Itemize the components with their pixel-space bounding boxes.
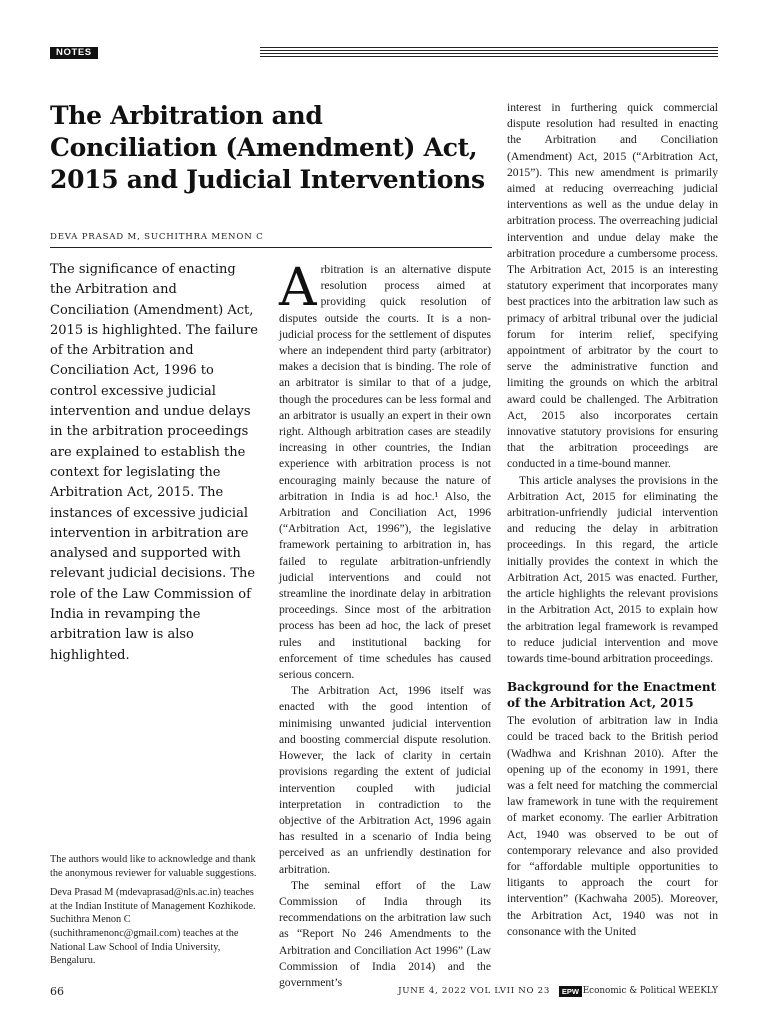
body-paragraph-1	[279, 258, 491, 683]
article-abstract: The significance of enacting the Arbitration and Conciliation (Amendment) Act, 2015 is highlighted. The failure of the Arbitration and Conciliation Act, 1996 to control excessive judicial intervention and undue delays in the arbitration proceedings are explained to establish the context for legislating the Arbitration Act, 2015. The instances of excessive judicial intervention in arbitration are analysed and supported with relevant judicial decisions. The role of the Law Commission of India in revamping the arbitration law is also highlighted.	[50, 262, 258, 663]
article-title: The Arbitration and Conciliation (Amendment) Act, 2015 and Judicial Interventions	[50, 101, 485, 194]
journal-name: Economic & Political WEEKLY	[582, 986, 718, 996]
body-column-2	[279, 258, 491, 991]
epw-logo: EPW	[559, 986, 582, 997]
body-paragraph-5: This article analyses the provisions in the Arbitration Act, 2015 for eliminating the arbitration-unfriendly judicial intervention and reducing the delay in arbitration proceedings. In this regard, the article initially provides the context in which the Arbitration Act, 2015 was enacted. Further, the article highlights the relevant provisions in the Arbitration Act, 2015 to explain how the arbitration legal framework is revamped to reduce judicial intervention and move towards time-bound arbitration proceedings.	[507, 473, 718, 665]
section-header-rule	[260, 47, 718, 59]
authors-divider	[50, 247, 492, 248]
article-authors: DEVA PRASAD M, SUCHITHRA MENON C	[50, 232, 264, 242]
section-heading: Background for the Enactment of the Arbitration Act, 2015	[507, 680, 717, 711]
affiliation-text: Deva Prasad M (mdevaprasad@nls.ac.in) teaches at the Indian Institute of Management Kozhikode. Suchithra Menon C (suchithramenonc@gmail.com) teaches at the National Law School of India University, Bengaluru.	[50, 887, 256, 967]
drop-cap: A	[279, 258, 317, 318]
body-column-3	[507, 100, 718, 940]
body-paragraph-3: The seminal effort of the Law Commission of India through its recommendations on the arbitration law such as “Report No 246 Amendments to the Arbitration and Conciliation Act 1996” (Law Commission of India 2014) and the government’s	[279, 878, 491, 989]
body-paragraph-1-text: rbitration is an alternative dispute resolution process aimed at providing quick resolution of disputes outside the courts. It is a non-judicial process for the settlement of disputes where an independent third party (arbitrator) makes a decision that is binding. The role of an arbitrator is similar to that of a judge, though the procedures can be less formal and an arbitrator is usually an expert in their own right. Although arbitration cases are steadily increasing in other countries, the Indian experience with arbitration process is not encouraging mainly because the nature of arbitration in India is ad hoc.¹ Also, the Arbitration and Conciliation Act, 1996 (“Arbitration Act, 1996”), the legislative framework pertaining to arbitration in, has failed to regulate arbitration-unfriendly judicial interventions and could not streamline the inordinate delay in arbitration proceedings. Since most of the arbitration process has been ad hoc, the lack of preset rules and institutional backing for enforcement of time schedules has caused serious concern.	[279, 263, 491, 682]
body-paragraph-2: The Arbitration Act, 1996 itself was enacted with the good intention of minimising unwanted judicial intervention and boosting commercial dispute resolution. However, the lack of clarity in certain provisions regarding the extent of judicial intervention coupled with judicial interpretation in contradiction to the objective of the Arbitration Act, 1996 again has resulted in a scenario of India being perceived as an unfriendly destination for arbitration.	[279, 684, 491, 876]
section-header-bar	[50, 47, 718, 59]
acknowledgement-text: The authors would like to acknowledge and thank the anonymous reviewer for valuable suggestions.	[50, 854, 257, 879]
issue-date-volume: JUNE 4, 2022 VOL LVII NO 23	[398, 986, 550, 996]
author-footnote	[50, 853, 260, 968]
body-paragraph-4: interest in furthering quick commercial dispute resolution had resulted in enacting the Arbitration and Conciliation (Amendment) Act, 2015 (“Arbitration Act, 2015”). This new amendment is primarily aimed at reducing overreaching judicial interventions as well as the undue delay in arbitration process. The overreaching judicial intervention and undue delay make the arbitration procedure a cumbersome process. The Arbitration Act, 2015 is an interesting statutory experiment that incorporates many best practices into the arbitration law such as primacy of arbitral tribunal over the judicial forum for interim relief, specifying appointment of arbitrator by the court to serve the administrative function and limiting the grounds on which the arbitral award could be challenged. The Arbitration Act, 2015 also incorporates certain innovative statutory provisions for ensuring that the arbitration proceedings are conducted in a time-bound manner.	[507, 101, 718, 471]
section-label: NOTES	[50, 47, 98, 59]
body-paragraph-6: The evolution of arbitration law in India could be traced back to the British period (Wadhwa and Krishnan 2010). After the opening up of the economy in 1991, there was a felt need for matching the commercial law framework in tune with the requirement of market economy. The earlier Arbitration Act, 1940 was observed to be out of contemporary relevance and also provided for “affordable multiple opportunities to litigants to approach the court for intervention” (Kachwaha 2005). Moreover, the Arbitration Act, 1940 was not in consonance with the United	[507, 714, 718, 938]
page-footer	[50, 985, 718, 999]
page-number: 66	[50, 985, 64, 998]
